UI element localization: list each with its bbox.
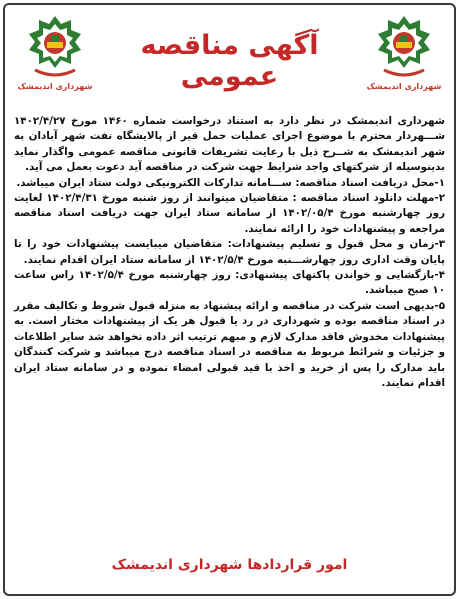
notice-item-3: ۳-زمان و محل قبول و تسلیم پیشنهادات: متقاضیان میبایست پیشنهادات خود را تا پایان وقت اداری روز چهارشـــنبه مورخ ۱۴۰۲/۵/۴ از سامانه ستاد ایران اقدام نمایند. bbox=[14, 238, 445, 266]
municipality-emblem-right bbox=[363, 14, 445, 104]
emblem-caption-right: شهرداری اندیمشک bbox=[366, 82, 442, 91]
notice-item-5: ۵-بدیهی است شرکت در مناقصه و ارائه پیشنهاد به منزله قبول شروط و تکالیف مقرر در اسناد مناقصه بوده و شهرداری در رد یا قبول هر یک از پیشنهادات مختار است. به پیشنهادات مخدوش فاقد مدارک لازم و مبهم ترتیب اثر داده نخواهد شد سایر اطلاعات و جزئیات و شرائط مربوط به مناقصه در اسناد مناقصه درج میباشد و شرکت کنندگان باید مدارک را پس از خرید و اخذ با قید قبولی امضاء نموده و در سامانه ستاد ایران اقدام نمایند. bbox=[14, 299, 445, 389]
notice-body bbox=[14, 114, 445, 391]
notice-intro: شهرداری اندیمشک در نظر دارد به استناد درخواست شماره ۱۴۶۰ مورخ ۱۴۰۲/۴/۲۷ شـــهردار محترم با موضوع اجرای عملیات حمل قیر از پالایشگاه نفت شهر آبادان به شهر اندیمشک به شــرح ذیل با رعایت تشریفات قانونی مناقصه عمومی واگذار نماید بدینوسیله از شرکتهای واجد شرایط جهت شرکت در مناقصه آید دعوت بعمل می آید. bbox=[14, 115, 445, 174]
municipality-emblem-icon bbox=[374, 14, 434, 80]
notice-signature: امور قراردادها شهرداری اندیمشک bbox=[111, 557, 348, 573]
municipality-emblem-left bbox=[14, 14, 96, 104]
notice-item-1: ۱-محل دریافت اسناد مناقصه: ســـامانه تدارکات الکترونیکی دولت ستاد ایران میباشد. bbox=[16, 176, 445, 189]
notice-header bbox=[10, 8, 449, 108]
emblem-caption-left: شهرداری اندیمشک bbox=[17, 82, 93, 91]
notice-title: آگهی مناقصه عمومی bbox=[140, 30, 319, 92]
municipality-emblem-icon bbox=[25, 14, 85, 80]
notice-item-2: ۲-مهلت دانلود اسناد مناقصه : متقاضیان میتوانند از روز شنبه مورخ ۱۴۰۲/۴/۳۱ لغایت روز چهارشنبه مورخ ۱۴۰۲/۰۵/۴ از سامانه ستاد ایران جهت دریافت اسناد مناقصه مراجعه و پیشنهادات خود را ارائه نمایند. bbox=[14, 192, 446, 235]
notice-item-4: ۴-بازگشایی و خواندن پاکتهای پیشنهادی: روز چهارشنبه مورخ ۱۴۰۲/۵/۴ راس ساعت ۱۰ صبح میباشد. bbox=[14, 269, 445, 297]
